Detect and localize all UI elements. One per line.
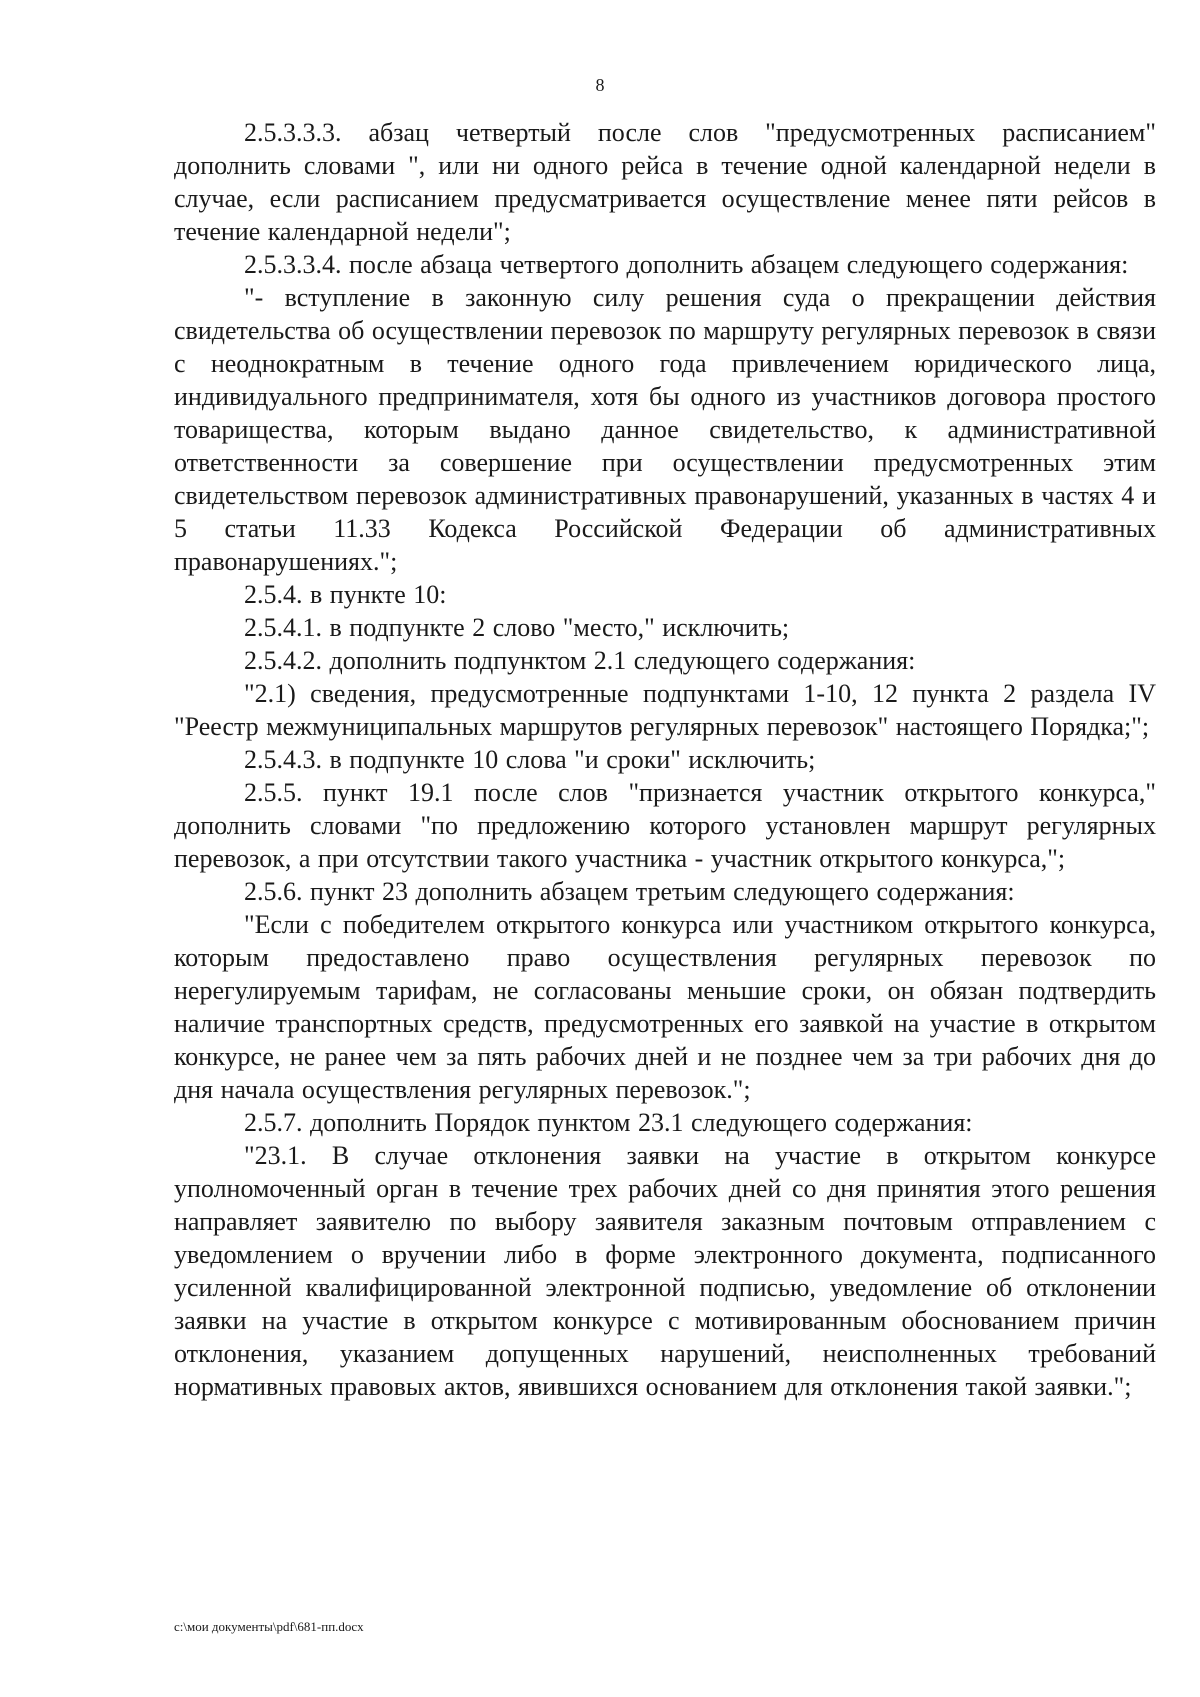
paragraph-2-5-3-3-3: 2.5.3.3.3. абзац четвертый после слов "предусмотренных расписанием" дополнить словами ", или ни одного рейса в течение одной календарной недели в случае, если расписанием предусматривается осуществление менее пяти рейсов в течение календарной недели"; xyxy=(174,118,1156,246)
paragraph-quoted-amendment: "- вступление в законную силу решения суда о прекращении действия свидетельства об осуществлении перевозок по маршруту регулярных перевозок в связи с неоднократным в течение одного года привлечением юридического лица, индивидуального предпринимателя, хотя бы одного из участников договора простого товарищества, которым выдано данное свидетельство, к административной ответственности за совершение при осуществлении предусмотренных этим свидетельством перевозок административных правонарушений, указанных в частях 4 и 5 статьи 11.33 Кодекса Российской Федерации об административных правонарушениях."; xyxy=(174,283,1156,576)
paragraph-2-5-7: 2.5.7. дополнить Порядок пунктом 23.1 следующего содержания: xyxy=(244,1108,973,1137)
paragraph-quoted-point-23: "Если с победителем открытого конкурса или участником открытого конкурса, которым предоставлено право осуществления регулярных перевозок по нерегулируемым тарифам, не согласованы меньшие сроки, он обязан подтвердить наличие транспортных средств, предусмотренных его заявкой на участие в открытом конкурсе, не ранее чем за пять рабочих дней и не позднее чем за три рабочих дня до дня начала осуществления регулярных перевозок."; xyxy=(174,910,1156,1104)
paragraph-2-5-3-3-4: 2.5.3.3.4. после абзаца четвертого дополнить абзацем следующего содержания: xyxy=(244,250,1129,279)
page-number: 8 xyxy=(595,75,605,95)
paragraph-2-5-4-1: 2.5.4.1. в подпункте 2 слово "место," исключить; xyxy=(244,613,790,642)
document-body xyxy=(174,116,1156,1403)
paragraph-subpoint-2-1: "2.1) сведения, предусмотренные подпунктами 1-10, 12 пункта 2 раздела IV "Реестр межмуниципальных маршрутов регулярных перевозок" настоящего Порядка;"; xyxy=(174,679,1156,741)
paragraph-2-5-5: 2.5.5. пункт 19.1 после слов "признается участник открытого конкурса," дополнить словами "по предложению которого установлен маршрут регулярных перевозок, а при отсутствии такого участника - участник открытого конкурса,"; xyxy=(174,778,1156,873)
paragraph-2-5-4: 2.5.4. в пункте 10: xyxy=(244,580,447,609)
paragraph-quoted-point-23-1: "23.1. В случае отклонения заявки на участие в открытом конкурсе уполномоченный орган в течение трех рабочих дней со дня принятия этого решения направляет заявителю по выбору заявителя заказным почтовым отправлением с уведомлением о вручении либо в форме электронного документа, подписанного усиленной квалифицированной электронной подписью, уведомление об отклонении заявки на участие в открытом конкурсе с мотивированным обоснованием причин отклонения, указанием допущенных нарушений, неисполненных требований нормативных правовых актов, явившихся основанием для отклонения такой заявки."; xyxy=(174,1141,1156,1401)
paragraph-2-5-4-3: 2.5.4.3. в подпункте 10 слова "и сроки" исключить; xyxy=(244,745,816,774)
paragraph-2-5-4-2: 2.5.4.2. дополнить подпунктом 2.1 следующего содержания: xyxy=(244,646,916,675)
file-path-footer: c:\мои документы\pdf\681-пп.docx xyxy=(174,1619,364,1634)
paragraph-2-5-6: 2.5.6. пункт 23 дополнить абзацем третьим следующего содержания: xyxy=(244,877,1015,906)
